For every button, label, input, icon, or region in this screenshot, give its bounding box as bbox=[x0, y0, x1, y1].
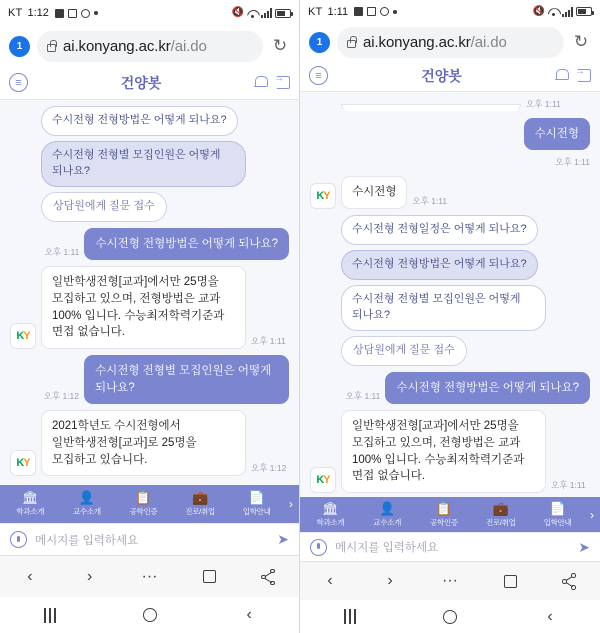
quick-reply-option-selected[interactable]: 수시전형 전형방법은 어떻게 되나요? bbox=[341, 250, 538, 280]
back-icon: ‹ bbox=[547, 607, 553, 625]
menu-item-label: 학과소개 bbox=[16, 507, 45, 516]
app-header bbox=[0, 66, 299, 100]
mute-icon: 🔇 bbox=[532, 5, 545, 17]
message-input-bar[interactable] bbox=[0, 523, 299, 555]
career-icon: 💼 bbox=[492, 500, 509, 516]
page-title: 건양봇 bbox=[421, 67, 462, 84]
user-message-bubble: 수시전형 전형방법은 어떻게 되나요? bbox=[385, 372, 590, 405]
nav-home-button[interactable] bbox=[100, 608, 200, 622]
system-nav-bar bbox=[300, 600, 600, 633]
message-row-user bbox=[10, 228, 289, 261]
status-time: 1:12 bbox=[27, 7, 49, 19]
browser-more-button[interactable]: ··· bbox=[141, 567, 158, 585]
bell-icon[interactable] bbox=[254, 76, 267, 89]
avatar: K Y bbox=[10, 450, 36, 476]
avatar: K Y bbox=[10, 323, 36, 349]
browser-more-button[interactable]: ··· bbox=[442, 572, 458, 590]
message-row-user bbox=[10, 355, 289, 404]
quick-reply-group bbox=[341, 215, 590, 366]
menu-next-arrow-icon[interactable]: › bbox=[589, 507, 594, 522]
tabs-icon bbox=[504, 575, 517, 588]
certificate-icon: 📋 bbox=[135, 490, 152, 505]
admission-icon: 📄 bbox=[248, 490, 265, 505]
send-icon[interactable]: ➤ bbox=[277, 531, 289, 547]
menu-item-label: 입학안내 bbox=[543, 517, 572, 527]
message-timestamp: 오후 1:11 bbox=[44, 247, 80, 258]
header-actions bbox=[555, 69, 591, 82]
bell-icon[interactable] bbox=[555, 69, 568, 82]
home-icon bbox=[443, 610, 457, 624]
certificate-icon: 📋 bbox=[435, 500, 453, 516]
browser-share-button[interactable] bbox=[239, 570, 299, 584]
back-icon: ‹ bbox=[246, 606, 252, 623]
message-timestamp: 오후 1:11 bbox=[251, 336, 286, 347]
menu-item-label: 진로/취업 bbox=[486, 517, 516, 527]
menu-item-label: 교수소개 bbox=[373, 517, 402, 527]
message-row-bot bbox=[310, 410, 590, 493]
url-path: /ai.do bbox=[170, 37, 207, 55]
exit-icon[interactable] bbox=[276, 76, 290, 89]
recents-icon bbox=[349, 609, 351, 624]
bottom-menu-bar bbox=[300, 497, 600, 532]
menu-next-arrow-icon[interactable]: › bbox=[288, 497, 293, 511]
menu-item-label: 진로/취업 bbox=[185, 507, 215, 516]
status-notification-icons bbox=[354, 7, 397, 16]
chat-message-list[interactable] bbox=[0, 100, 299, 485]
nav-recents-button[interactable] bbox=[300, 609, 400, 624]
system-nav-bar bbox=[0, 597, 299, 633]
menu-item-accreditation[interactable] bbox=[115, 491, 172, 517]
reload-icon[interactable]: ↻ bbox=[573, 32, 589, 52]
message-input-bar[interactable] bbox=[300, 532, 600, 561]
user-message-bubble: 수시전형 전형별 모집인원은 어떻게 되나요? bbox=[84, 355, 289, 404]
mic-icon[interactable] bbox=[10, 531, 27, 548]
user-message-bubble: 수시전형 bbox=[524, 118, 590, 151]
url-input[interactable] bbox=[37, 31, 263, 62]
status-bar bbox=[300, 0, 600, 24]
tabs-icon bbox=[203, 570, 216, 583]
menu-icon[interactable]: ≡ bbox=[9, 73, 28, 92]
url-text bbox=[63, 38, 207, 55]
browser-back-button[interactable]: ‹ bbox=[27, 567, 33, 585]
nav-recents-button[interactable] bbox=[0, 608, 100, 623]
browser-forward-button[interactable]: › bbox=[87, 567, 93, 585]
share-icon bbox=[563, 574, 577, 588]
nav-back-button[interactable] bbox=[500, 608, 600, 626]
admission-icon: 📄 bbox=[549, 500, 566, 516]
carrier-label: KT bbox=[308, 5, 323, 18]
menu-item-admission[interactable] bbox=[529, 502, 586, 528]
menu-item-label: 교수소개 bbox=[73, 507, 101, 516]
bot-message-bubble: 일반학생전형[교과]에서만 25명을 모집하고 있으며, 전형방법은 교과 100% 입니다. 수능최저학력기준과 면접 없습니다. bbox=[341, 410, 546, 493]
career-icon: 💼 bbox=[191, 490, 209, 505]
url-text bbox=[363, 34, 507, 51]
professor-icon: 👤 bbox=[379, 500, 396, 516]
header-actions bbox=[254, 76, 290, 89]
sync-icon bbox=[81, 9, 90, 18]
menu-item-accreditation[interactable] bbox=[416, 502, 473, 528]
browser-share-button[interactable] bbox=[540, 574, 600, 588]
menu-item-career[interactable] bbox=[172, 491, 229, 517]
wifi-icon bbox=[247, 9, 258, 18]
url-input[interactable] bbox=[337, 27, 564, 58]
quick-reply-option[interactable]: 수시전형 전형방법은 어떻게 되나요? bbox=[41, 106, 238, 136]
message-timestamp: 오후 1:11 bbox=[551, 480, 586, 491]
photo-icon bbox=[55, 9, 64, 18]
message-timestamp: 오후 1:11 bbox=[412, 196, 448, 207]
menu-item-label: 입학안내 bbox=[242, 507, 271, 516]
message-row-bot bbox=[310, 176, 590, 209]
chat-message-list[interactable] bbox=[300, 92, 600, 497]
lock-icon bbox=[347, 40, 356, 48]
status-notification-icons bbox=[55, 9, 98, 18]
signal-icon bbox=[562, 7, 573, 17]
menu-item-professors[interactable] bbox=[59, 491, 116, 517]
quick-reply-option[interactable]: 수시전형 전형별 모집인원은 어떻게 되나요? bbox=[341, 285, 546, 331]
message-timestamp-row bbox=[310, 156, 590, 170]
message-timestamp: 오후 1:12 bbox=[251, 463, 287, 474]
message-timestamp: 오후 1:11 bbox=[555, 157, 590, 168]
avatar: K Y bbox=[310, 467, 336, 493]
browser-url-bar bbox=[0, 26, 299, 66]
exit-icon[interactable] bbox=[577, 69, 591, 82]
recents-icon bbox=[49, 608, 51, 623]
phone-screen-right bbox=[300, 0, 600, 633]
browser-forward-button[interactable]: › bbox=[387, 572, 393, 590]
menu-item-label: 공학인증 bbox=[430, 517, 458, 527]
battery-icon bbox=[275, 9, 291, 18]
quick-reply-option-selected[interactable]: 수시전형 전형별 모집인원은 어떻게 되나요? bbox=[41, 141, 246, 187]
message-input[interactable]: 메시지를 입력하세요 bbox=[35, 534, 139, 547]
lock-icon bbox=[47, 44, 56, 52]
quick-reply-group bbox=[41, 106, 289, 222]
wifi-icon bbox=[548, 7, 559, 16]
bottom-menu-bar bbox=[0, 485, 299, 523]
nav-back-button[interactable] bbox=[199, 606, 299, 624]
avatar: K Y bbox=[310, 183, 336, 209]
menu-item-admission[interactable] bbox=[228, 491, 285, 517]
menu-item-professors[interactable] bbox=[359, 502, 416, 528]
message-timestamp: 오후 1:11 bbox=[526, 98, 561, 109]
url-domain: ai.konyang.ac.kr bbox=[63, 37, 171, 55]
message-input[interactable]: 메시지를 입력하세요 bbox=[335, 542, 439, 555]
app-header bbox=[300, 61, 600, 92]
browser-back-button[interactable]: ‹ bbox=[327, 572, 333, 590]
status-system-icons bbox=[232, 8, 291, 18]
signal-icon bbox=[261, 8, 272, 18]
message-row-user bbox=[310, 118, 590, 151]
mute-icon: 🔇 bbox=[231, 7, 244, 18]
url-domain: ai.konyang.ac.kr bbox=[363, 33, 471, 51]
home-icon bbox=[143, 608, 157, 622]
menu-item-career[interactable] bbox=[472, 502, 529, 528]
share-icon bbox=[262, 570, 276, 584]
user-message-bubble: 수시전형 전형방법은 어떻게 되나요? bbox=[84, 228, 289, 261]
browser-url-bar bbox=[300, 24, 600, 61]
menu-item-department[interactable] bbox=[2, 491, 59, 517]
menu-item-label: 공학인증 bbox=[129, 507, 158, 516]
browser-tabs-button[interactable] bbox=[480, 575, 540, 588]
quick-reply-option[interactable]: 수시전형 전형일정은 어떻게 되나요? bbox=[341, 215, 538, 245]
message-row-bot bbox=[10, 410, 289, 476]
bot-message-bubble: 일반학생전형[교과]에서만 25명을 모집하고 있으며, 전형방법은 교과 100% 입니다. 수능최저학력기준과 면접 없습니다. bbox=[41, 266, 246, 349]
nav-home-button[interactable] bbox=[400, 610, 500, 624]
browser-toolbar bbox=[300, 561, 600, 600]
message-timestamp: 오후 1:12 bbox=[43, 391, 79, 402]
menu-icon[interactable]: ≡ bbox=[309, 66, 328, 85]
bot-message-bubble-clipped bbox=[341, 104, 521, 112]
dot-icon bbox=[393, 10, 397, 14]
browser-toolbar bbox=[0, 555, 299, 597]
reload-icon[interactable]: ↻ bbox=[272, 36, 288, 55]
message-row-bot bbox=[10, 266, 289, 349]
tab-count-badge[interactable]: 1 bbox=[9, 36, 30, 57]
mail-icon bbox=[367, 7, 376, 16]
carrier-label: KT bbox=[8, 7, 23, 19]
mail-icon bbox=[68, 9, 77, 18]
battery-icon bbox=[576, 7, 592, 16]
agent-request-button[interactable]: 상담원에게 질문 접수 bbox=[41, 192, 167, 222]
status-bar bbox=[0, 0, 299, 26]
dot-icon bbox=[94, 11, 98, 15]
building-icon: 🏛 bbox=[322, 500, 339, 516]
bot-message-bubble: 수시전형 bbox=[341, 176, 407, 209]
browser-tabs-button[interactable] bbox=[179, 570, 239, 583]
bot-message-bubble: 2021학년도 수시전형에서 일반학생전형[교과]로 25명을 모집하고 있습니다. bbox=[41, 410, 246, 476]
mic-icon[interactable] bbox=[310, 539, 327, 556]
building-icon: 🏛 bbox=[22, 490, 39, 505]
message-row-bot-partial bbox=[310, 98, 590, 112]
message-timestamp: 오후 1:11 bbox=[345, 391, 381, 402]
url-path: /ai.do bbox=[470, 33, 507, 51]
agent-request-button[interactable]: 상담원에게 질문 접수 bbox=[341, 336, 467, 366]
menu-item-label: 학과소개 bbox=[316, 517, 345, 527]
sync-icon bbox=[380, 7, 389, 16]
menu-item-department[interactable] bbox=[302, 502, 359, 528]
professor-icon: 👤 bbox=[78, 490, 95, 505]
photo-icon bbox=[354, 7, 363, 16]
status-system-icons bbox=[533, 7, 592, 17]
message-row-user bbox=[310, 372, 590, 405]
send-icon[interactable]: ➤ bbox=[578, 538, 590, 555]
tab-count-badge[interactable]: 1 bbox=[309, 32, 330, 53]
status-time: 1:11 bbox=[327, 5, 349, 18]
page-title: 건양봇 bbox=[120, 74, 162, 91]
